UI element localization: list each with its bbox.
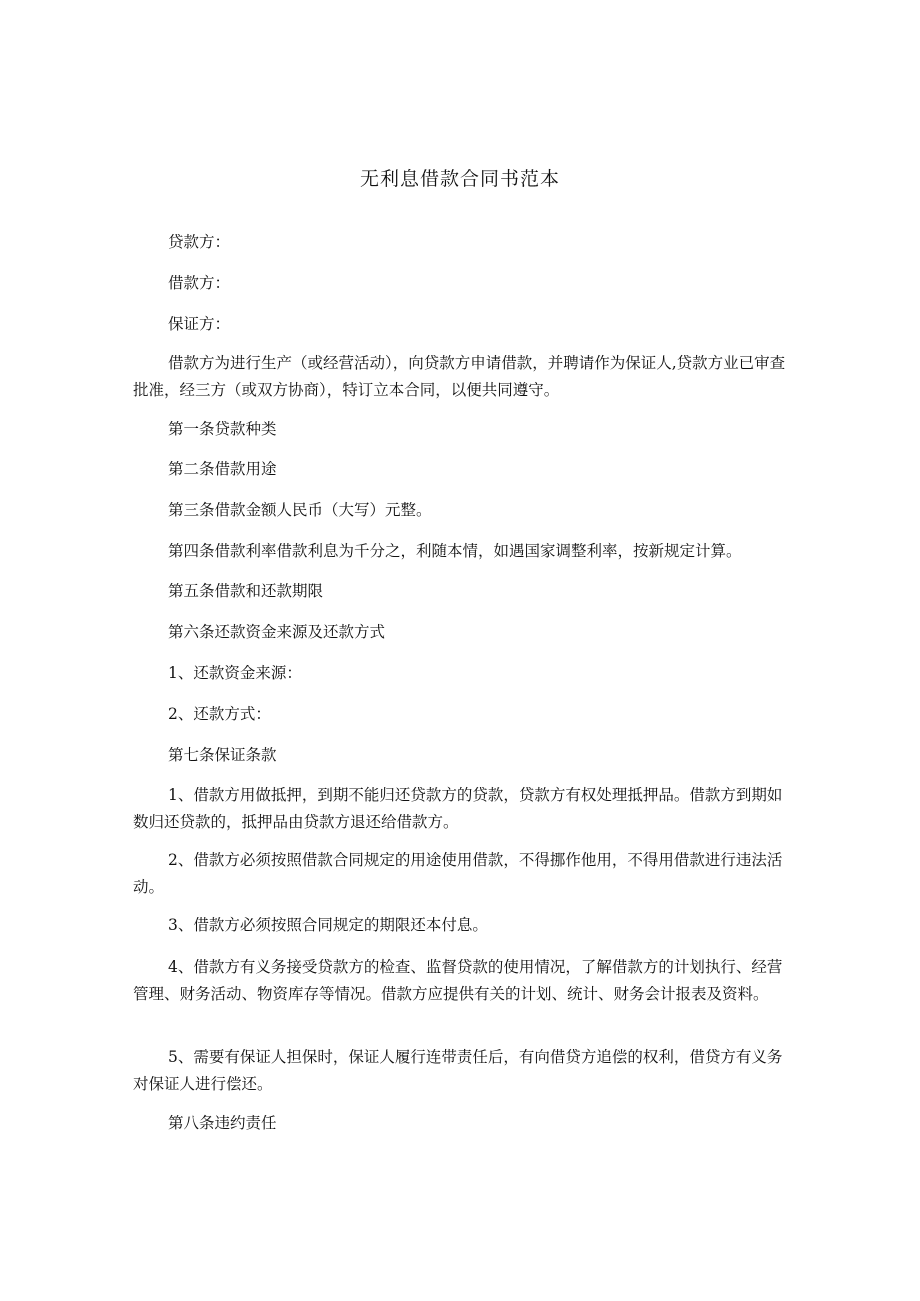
guarantee-clause-1: 1、借款方用做抵押，到期不能归还贷款方的贷款，贷款方有权处理抵押品。借款方到期如数归还贷款的，抵押品由贷款方退还给借款方。 <box>133 786 783 831</box>
guarantee-clause-5: 5、需要有保证人担保时，保证人履行连带责任后，有向借贷方追偿的权利，借贷方有义务对保证人进行偿还。 <box>133 1048 783 1093</box>
article-6-heading: 第六条还款资金来源及还款方式 <box>168 623 386 641</box>
article-2-heading: 第二条借款用途 <box>168 460 277 478</box>
article-8-heading: 第八条违约责任 <box>168 1114 277 1132</box>
article-1-heading: 第一条贷款种类 <box>168 420 277 438</box>
guarantee-clause-2: 2、借款方必须按照借款合同规定的用途使用借款，不得挪作他用，不得用借款进行违法活动。 <box>133 851 783 896</box>
article-7-heading: 第七条保证条款 <box>168 746 277 764</box>
article-3-heading: 第三条借款金额人民币（大写）元整。 <box>168 501 432 519</box>
article-4-heading: 第四条借款利率借款利息为千分之，利随本情，如遇国家调整利率，按新规定计算。 <box>168 542 742 560</box>
repayment-method-item: 2、还款方式： <box>168 705 271 723</box>
guarantor-field: 保证方： <box>168 315 231 333</box>
repayment-source-item: 1、还款资金来源： <box>168 664 302 682</box>
borrower-field: 借款方： <box>168 274 231 292</box>
guarantee-clause-3: 3、借款方必须按照合同规定的期限还本付息。 <box>168 916 488 934</box>
guarantee-clause-4: 4、借款方有义务接受贷款方的检查、监督贷款的使用情况，了解借款方的计划执行、经营管理、财务活动、物资库存等情况。借款方应提供有关的计划、统计、财务会计报表及资料。 <box>133 958 783 1003</box>
preamble-paragraph: 借款方为进行生产（或经营活动），向贷款方申请借款，并聘请作为保证人,贷款方业已审查批准，经三方（或双方协商），特订立本合同，以便共同遵守。 <box>133 354 786 399</box>
lender-field: 贷款方： <box>168 233 231 251</box>
article-5-heading: 第五条借款和还款期限 <box>168 582 324 600</box>
document-title: 无利息借款合同书范本 <box>359 168 560 190</box>
